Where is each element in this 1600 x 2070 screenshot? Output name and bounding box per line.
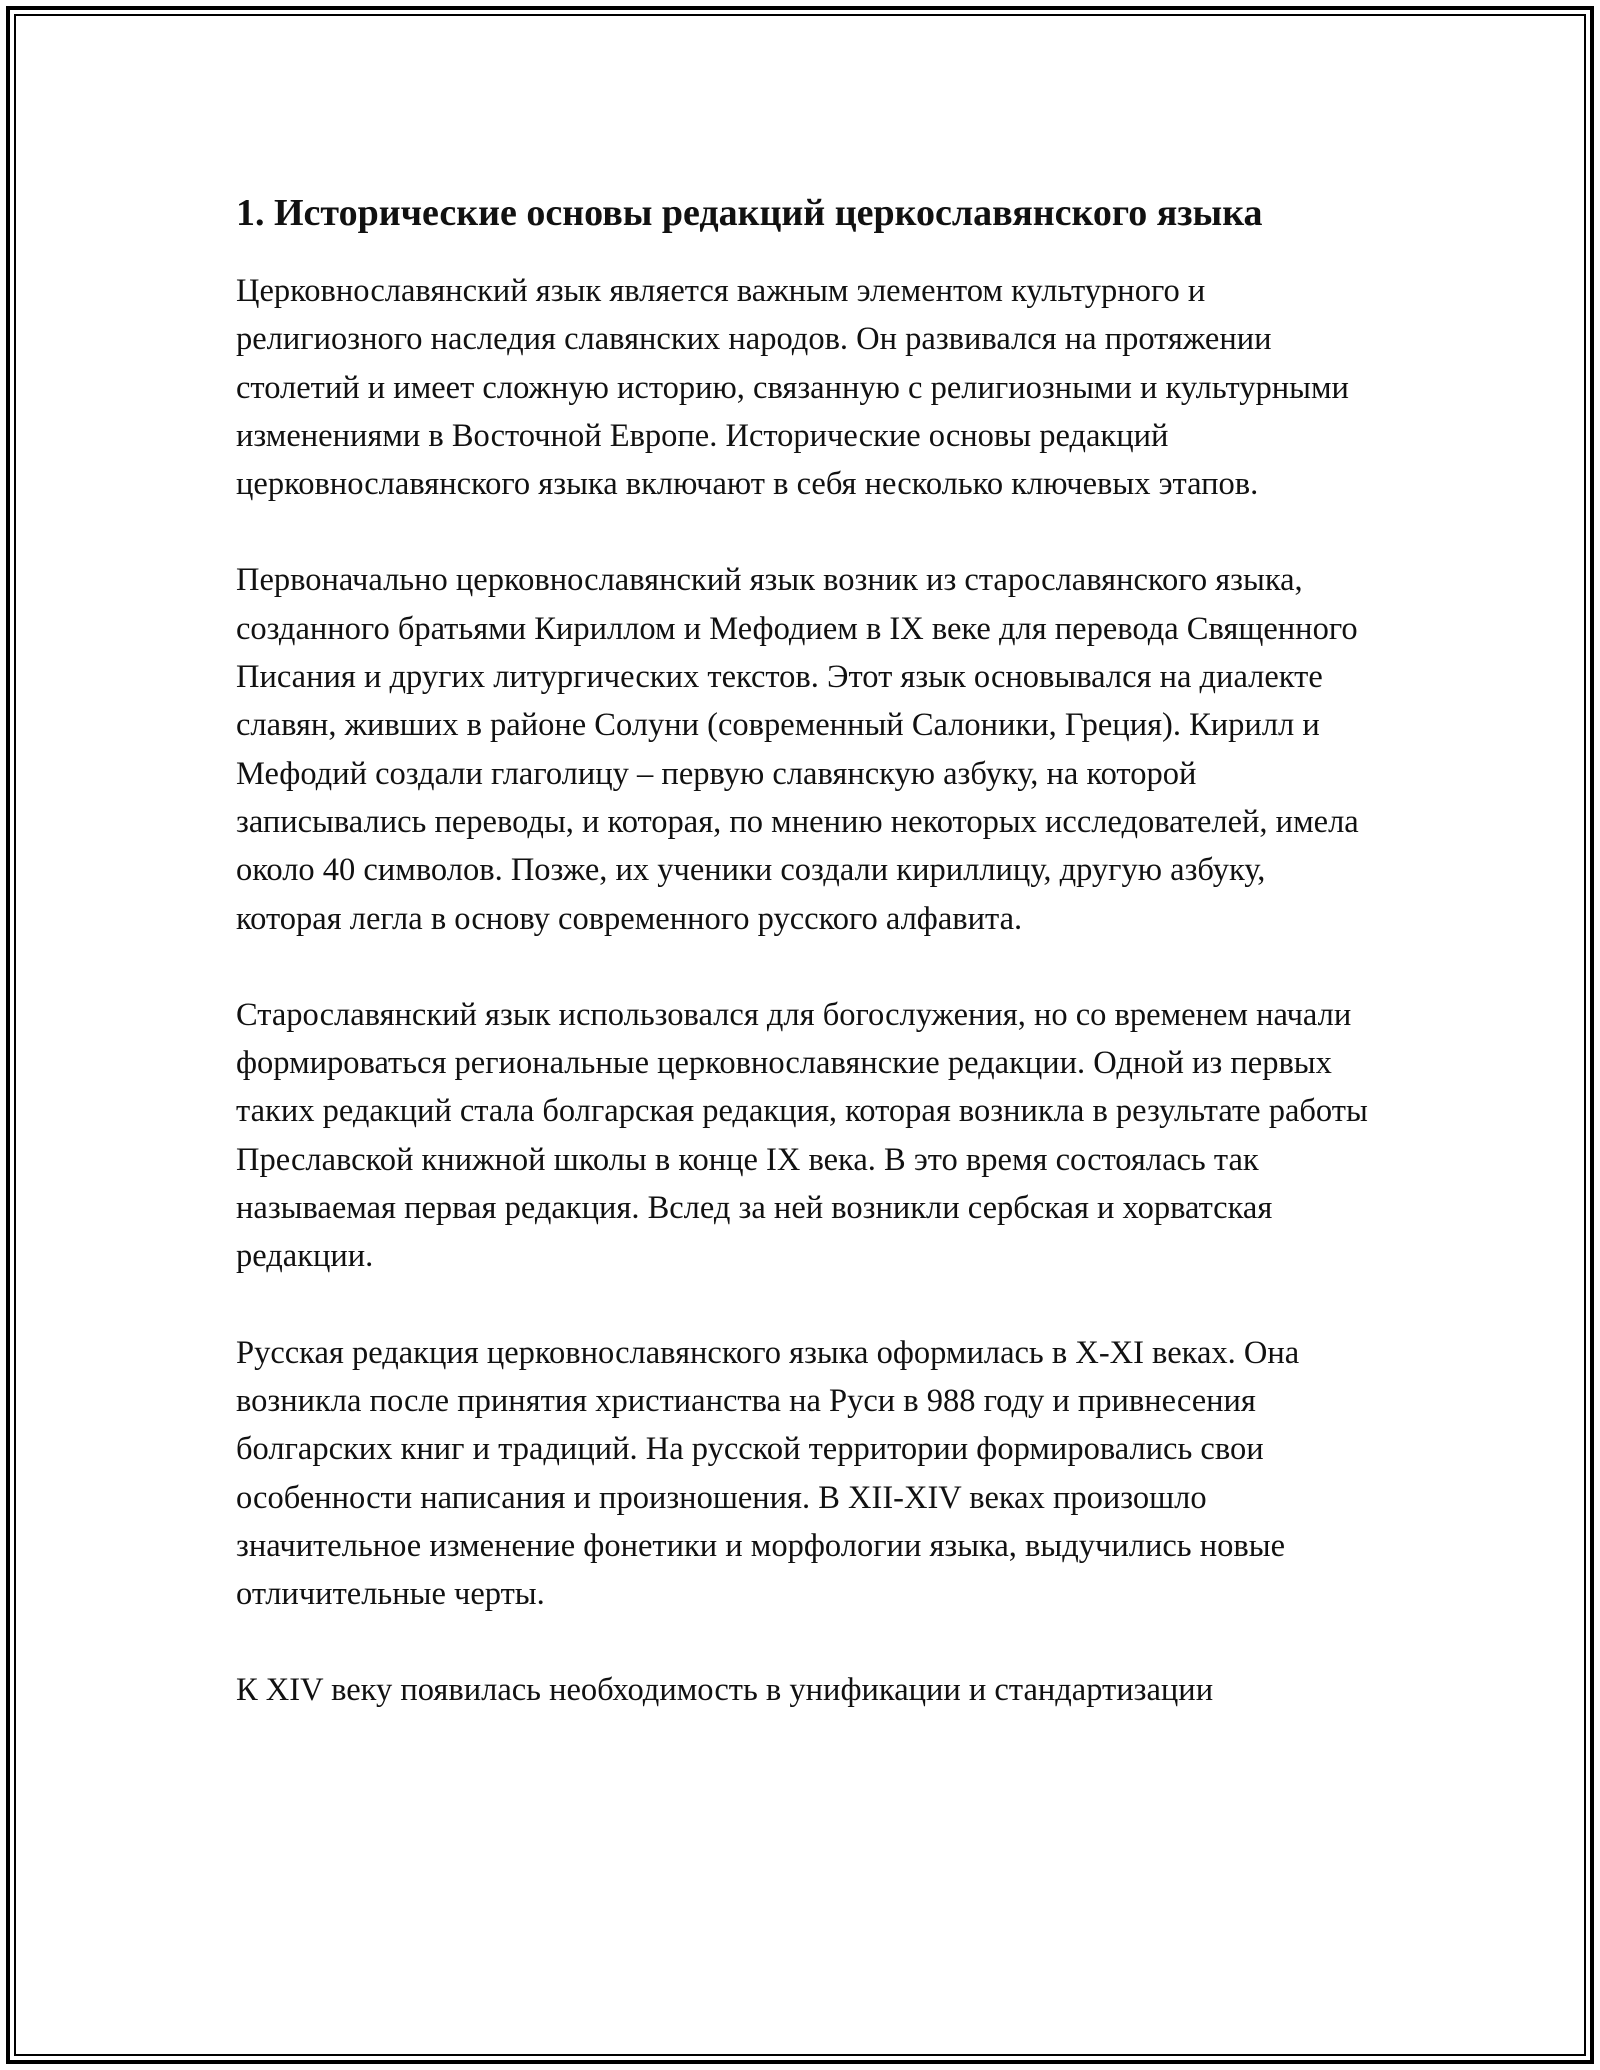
paragraph-intro: Церковнославянский язык является важным элементом культурного и религиозного наследия славянских народов. Он развивался на протяжении столетий и имеет сложную историю, связанную с религиозными и культурными изменениями в Восточной Европе. Исторические основы редакций церковнославянского языка включают в себя несколько ключевых этапов. [236,273,1349,503]
section-heading: 1. Исторические основы редакций церкославянского языка [236,192,1263,234]
paragraph-origins: Первоначально церковнославянский язык возник из старославянского языка, созданного братьями Кириллом и Мефодием в IX веке для перевода Священного Писания и других литургических текстов. Этот язык основывался на диалекте славян, живших в районе Солуни (современный Салоники, Греция). Кирилл и Мефодий создали глаголицу – первую славянскую азбуку, на которой записывались переводы, и которая, по мнению некоторых исследователей, имела около 40 символов. Позже, их ученики создали кириллицу, другую азбуку, которая легла в основу современного русского алфавита. [236,562,1359,937]
paragraph-russian-redaction: Русская редакция церковнославянского языка оформилась в X-XI веках. Она возникла после принятия христианства на Руси в 988 году и привнесения болгарских книг и традиций. На русской территории формировались свои особенности написания и произношения. В XII-XIV веках произошло значительное изменение фонетики и морфологии языка, выдучились новые отличительные черты. [236,1334,1300,1613]
paragraph-regional-redactions: Старославянский язык использовался для богослужения, но со временем начали формироваться региональные церковнославянские редакции. Одной из первых таких редакций стала болгарская редакция, которая возникла в результате работы Преславской книжной школы в конце IX века. В это время состоялась так называемая первая редакция. Вслед за ней возникли сербская и хорватская редакции. [236,996,1368,1275]
document-body [236,186,1376,1763]
paragraph-standardization: К XIV веку появилась необходимость в унификации и стандартизации [236,1672,1214,1709]
